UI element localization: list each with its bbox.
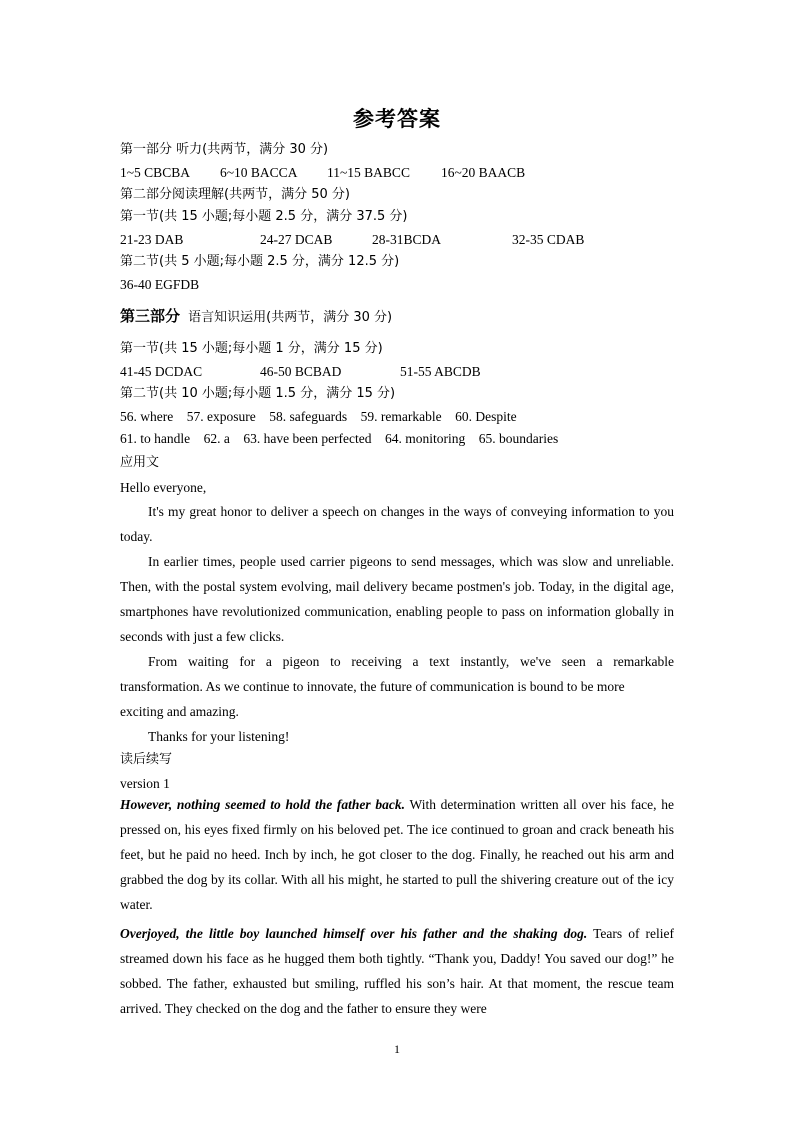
- part3-heading-bold: 第三部分: [120, 307, 181, 325]
- answer-group: 24-27 DCAB: [260, 232, 333, 247]
- continuation-heading: 读后续写: [120, 752, 173, 767]
- letter-paragraph-1: It's my great honor to deliver a speech on changes in the ways of conveying information to you today.: [120, 504, 674, 544]
- letter-paragraph-3-line3: exciting and amazing.: [120, 704, 239, 719]
- part3-heading: [120, 307, 392, 327]
- page-number: 1: [394, 1042, 400, 1056]
- letter-closing: Thanks for your listening!: [148, 729, 290, 744]
- continuation-paragraph-1: [120, 792, 674, 917]
- part2-section1-heading: 第一节(共 15 小题;每小题 2.5 分，满分 37.5 分): [120, 209, 408, 224]
- answer-group: 16~20 BAACB: [441, 165, 526, 180]
- paragraph-body: Tears of relief streamed down his face as he hugged them both tightly. “Thank you, Daddy! You saved our dog!” he sobbed. The father, exhausted but smiling, ruffled his son’s hair. At that moment, the rescue team arrived. They checked on the dog and the father to ensure they were: [120, 926, 675, 1016]
- letter-paragraph-2: In earlier times, people used carrier pigeons to send messages, which was slow and unreliable. Then, with the postal system evolving, mail delivery became postmen's job. Today, in the digital age, smartphones have revolutionized communication, enabling people to pass on information globally in seconds with just a few clicks.: [120, 554, 674, 644]
- part3-heading-rest: 语言知识运用(共两节，满分 30 分): [188, 310, 393, 325]
- writing-heading: 应用文: [120, 455, 160, 470]
- answer-group: 41-45 DCDAC: [120, 364, 203, 379]
- part2-section2-answers: 36-40 EGFDB: [120, 277, 200, 292]
- part3-section2-line1: 56. where 57. exposure 58. safeguards 59. remarkable 60. Despite: [120, 409, 517, 424]
- answer-group: 1~5 CBCBA: [120, 165, 190, 180]
- answer-group: 46-50 BCBAD: [260, 364, 342, 379]
- part1-heading: 第一部分 听力(共两节，满分 30 分): [120, 142, 329, 157]
- paragraph-body: With determination written all over his face, he pressed on, his eyes fixed firmly on his beloved pet. The ice continued to groan and crack beneath his feet, but he paid no heed. Inch by inch, he got closer to the dog. Finally, he reached out his arm and grabbed the dog by its collar. With all his might, he started to pull the shivering creature out of the icy water.: [120, 797, 674, 912]
- answer-group: 6~10 BACCA: [220, 165, 298, 180]
- answer-group: 32-35 CDAB: [512, 232, 585, 247]
- part3-section2-line2: 61. to handle 62. a 63. have been perfected 64. monitoring 65. boundaries: [120, 431, 559, 446]
- answer-group: 51-55 ABCDB: [400, 364, 481, 379]
- paragraph-lead-sentence: Overjoyed, the little boy launched himself over his father and the shaking dog.: [120, 926, 588, 941]
- part2-heading: 第二部分阅读理解(共两节，满分 50 分): [120, 187, 350, 202]
- part3-section2-heading: 第二节(共 10 小题;每小题 1.5 分，满分 15 分): [120, 386, 396, 401]
- continuation-version: version 1: [120, 776, 170, 791]
- paragraph-lead-sentence: However, nothing seemed to hold the father back.: [120, 797, 406, 812]
- part2-section2-heading: 第二节(共 5 小题;每小题 2.5 分，满分 12.5 分): [120, 254, 400, 269]
- part3-section1-heading: 第一节(共 15 小题;每小题 1 分，满分 15 分): [120, 341, 383, 356]
- letter-paragraph-3-line2: transformation. As we continue to innovate, the future of communication is bound to be more: [120, 679, 625, 694]
- letter-greeting: Hello everyone,: [120, 480, 207, 495]
- continuation-paragraph-2: [120, 921, 674, 1021]
- answer-group: 11~15 BABCC: [327, 165, 410, 180]
- answer-group: 21-23 DAB: [120, 232, 184, 247]
- letter-paragraph-3-line1: From waiting for a pigeon to receiving a text instantly, we've seen a remarkable: [148, 654, 674, 669]
- page-title: 参考答案: [353, 107, 441, 131]
- answer-group: 28-31BCDA: [372, 232, 442, 247]
